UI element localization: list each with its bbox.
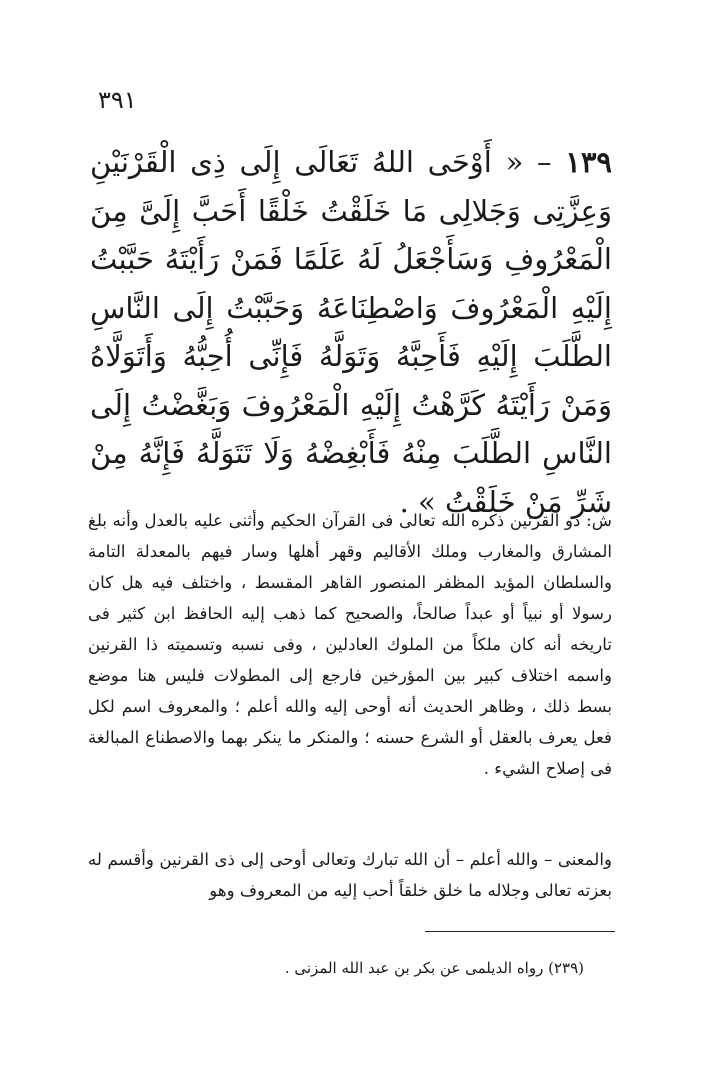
hadith-dash: – (523, 145, 566, 179)
footnote: (٢٣٩) رواه الديلمى عن بكر بن عبد الله المزنى . (284, 959, 584, 977)
hadith-body: « أَوْحَى اللهُ تَعَالَى إِلَى ذِى الْقَرْنَيْنِ وَعِزَّتِى وَجَلالِى مَا خَلَقْتُ خَلْقًا أَحَبَّ إِلَىَّ مِنَ الْمَعْرُوفِ وَسَأَجْعَلُ لَهُ عَلَمًا فَمَنْ رَأَيْتَهُ حَبَّبْتُ إِلَيْهِ الْمَعْرُوفَ وَاصْطِنَاعَهُ وَحَبَّبْتُ إِلَى النَّاسِ الطَّلَبَ إِلَيْهِ فَأَحِبَّهُ وَتَوَلَّهُ فَإِنِّى أُحِبُّهُ وَأَتَوَلَّاهُ وَمَنْ رَأَيْتَهُ كَرَّهْتُ إِلَيْهِ الْمَعْرُوفَ وَبَغَّضْتُ إِلَى النَّاسِ الطَّلَبَ مِنْهُ فَأَبْغِضْهُ وَلَا تَتَوَلَّهُ فَإِنَّهُ مِنْ شَرِّ مَنْ خَلَقْتُ » . (90, 145, 612, 519)
hadith-text-block (90, 138, 612, 526)
page-number: ٣٩١ (98, 86, 137, 114)
footnote-divider (425, 931, 615, 932)
commentary-paragraph: ش: ذو القرنين ذكره الله تعالى فى القرآن الحكيم وأثنى عليه بالعدل وأنه بلغ المشارق والمغارب وملك الأقاليم وقهر أهلها وسار فيهم بالمعدلة التامة والسلطان المؤيد المظفر المنصور القاهر المقسط ، واختلف فيه هل كان رسولا أو نبياً أو عبداً صالحاً، والصحيح كما ذهب إليه الحافظ ابن كثير فى تاريخه أنه كان ملكاً من الملوك العادلين ، وفى نسبه وتسميته ذا القرنين واسمه اختلاف كبير بين المؤرخين فارجع إلى المطولات فليس هنا موضع بسط ذلك ، وظاهر الحديث أنه أوحى إليه والله أعلم ؛ والمعروف اسم لكل فعل يعرف بالعقل أو الشرع حسنه ؛ والمنكر ما ينكر بهما والاصطناع المبالغة فى إصلاح الشيء . (88, 511, 612, 778)
hadith-number: ١٣٩ (565, 145, 612, 179)
meaning-paragraph: والمعنى – والله أعلم – أن الله تبارك وتعالى أوحى إلى ذى القرنين وأقسم له بعزته تعالى وجلاله ما خلق خلقاً أحب إليه من المعروف وهو (88, 850, 612, 900)
